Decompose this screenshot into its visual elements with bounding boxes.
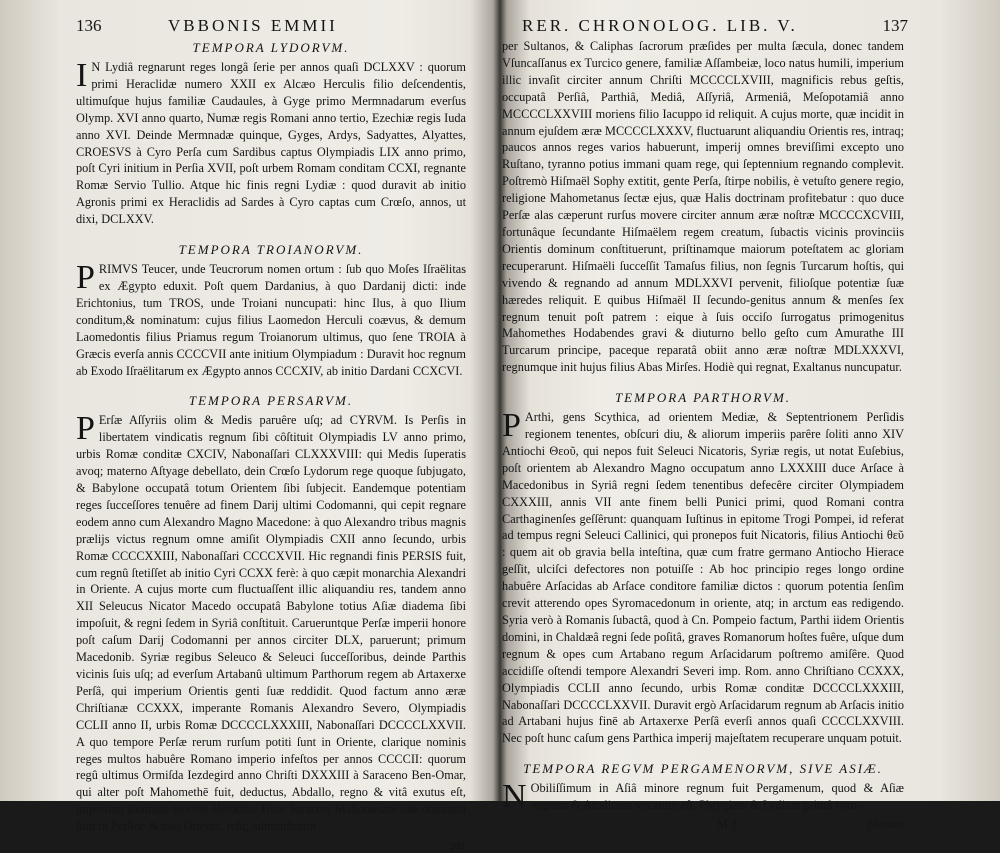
section-title: TEMPORA PERSARVM. <box>188 393 354 409</box>
paragraph-body: Arthi, gens Scythica, ad orientem Mediæ, & Septentrionem Perſidis regionem tenentes, obſcuri diu, & aliorum imperiis parêre ſoliti anno XIV Antiochi Θεοῦ, qui nepos fuit Seleuci Nicatoris, Syriæ regis, ut notat Euſebius, poſt orientem ab Alexandro Magno occupatum anno LXXXIII duce Arſace à Macedonibus in Syriâ regni ſedem tenentibus defecêre circiter Olympiadem CXXXIII, annis VII ante finem belli Punici primi, quod Romani contra Carthaginenſes geſſêrunt: quanquam Iuſtinus in epitome Trogi Pompei, id referat ad tempus regni Seleuci Callinici, qui pronepos fuit Nicatoris, filius Antiochi θεῦ : quem ait ob gravia bella inteſtina, quæ cum fratre germano Antiocho Hierace geſſit, ulciſci defectores non potuiſſe : Ab hoc principio reges longo ordine habuêre Arſacidas ab Arſace conditore familiæ dictos : quorum potentia ſenſim crevit atterendo opes Syromacedonum in oriente, atq; in arctum eas redigendo. Syria verò à Romanis ſubactâ, quod à Cn. Pompeio factum, Parthi iidem Orientis domini, in Chaldæâ regni ſede poſitâ, graves Romanorum hoſtes fuêre, uſque dum regnum & opes cum Artabano regum Arſacidarum poſtremo amiſêre. Quod accidiſſe oſtendi tempore Alexandri Severi imp. Rom. anno Chriſtiano CCXXX, Olympiadis CCLII anno ſecundo, urbis Romæ conditæ DCCCCLXXXIII, Nabonaſſari DCCCCLXXVII. Duravit ergò Arſacidarum regnum ab Arſacis initio ad Artabani hujus finē ab Artaxerxe Perſâ everſi annos quaſi CCCCLXXVIII. Nec poſt hunc caſum gens Parthica imperij majeſtatem recuperare unquam potuit. <box>502 410 904 746</box>
drop-cap: I <box>76 57 88 94</box>
drop-cap: N <box>502 778 527 816</box>
paragraph-body: N Lydiâ regnarunt reges longâ ſerie per annos quaſi DCLXXV : quorum primi Heraclidæ numero XXII ex Alcæo Herculis filio deſcendentis, ultimuſque hujus familiæ Caudaules, à Gyge primo Mermnadarum everſus Olymp. XVI anno quarto, Numæ regis Romani anno tertio, Ezechiæ regis Iuda anno XVI. Deinde Mermnadæ quinque, Gyges, Ardys, Sadyattes, Alyattes, CROESVS à Cyro Perſa cum Sardibus captus Olympiadis LIX anno primo, poſt Cyri initium in Perſia XVII, poſt urbem Romam conditam CCXI, regnante Romæ Servio Tullio. Atque hic finis regni Lydiæ : quod duravit ab initio Agronis primi ex Heraclidis ad Sardes à Cyro captas cum Crœſo, annos, ut dixi, DCLXXV. <box>76 60 466 227</box>
drop-cap: P <box>76 410 95 448</box>
signature-mark: M 3 <box>717 817 738 832</box>
left-header <box>76 12 466 38</box>
right-header <box>502 12 908 38</box>
catchword-line <box>502 816 904 832</box>
right-page <box>502 12 908 832</box>
section-text <box>76 59 466 228</box>
paragraph-body: Obiliſſimum in Aſiâ minore regnum fuit Pergamenum, quod & Aſiæ regnum & Attalicum vocatum eſt, Phrygiam & Lydiam primû com- <box>530 781 904 813</box>
page-number: 137 <box>882 16 908 35</box>
running-head: RER. CHRONOLOG. LIB. V. <box>522 16 798 35</box>
section-text <box>502 409 904 747</box>
drop-cap: P <box>502 407 521 445</box>
continued-text: per Sultanos, & Caliphas ſacrorum præſides per multa ſæcula, donec tandem Vſuncaſſanus ex Turcico genere, familiæ Aſſambeiæ, loco natus humili, imperium illic invaſit circiter annum Chriſti MCCCCLXVIII, magnificis rebus geſtis, occupatâ Perſiâ, Parthiâ, Mediâ, Aſſyriâ, Armeniâ, Meſopotamiâ anno MCCCCLXXVIII moriens filio Iacuppo id reliquit. A cujus morte, quæ incidit in annum ejuſdem æræ MCCCCLXXXV, fluctuarunt aliquandiu Orientis res, intraq; paucos annos reges varios habuerunt, imperij omnes breviſſimi excepto uno Ruſtano, tyranno potius immani quam rege, qui ſeptennium regnando complevit. Poſtremò Hiſmaël Sophy extitit, gente Perſa, ſtirpe nobilis, è vetuſto genere regio, religione Mahometanus ſectæ ejus, quæ Halis doctrinam profitebatur : quo duce Perſæ alas cæperunt rurſus movere circiter annum æræ noſtræ MCCCCXCVIII, fortunâque ſecundante Hiſmaëlem regem creatum, ſubactis vicinis provinciis Orientis dominum conſtituerunt, priſtinamque maiorum poteſtatem ac gloriam recuperarunt. Hiſmaëli ſucceſſit Tamaſus filius, non ſegnis Turcarum hoſtis, qui vivendo & regnando ad annum MDLXXVI pervenit, filioſque potentiæ ſuæ hæredes reliquit. E quibus Hiſmaël II ſecundo-genitus annum & menſes ſex regnum tenuit poſt patrem : eique à ſuis occiſo ſurrogatus primogenitus Mahomethes Hodabendes gravi & diuturno bello geſto cum Amurathe III Turcarum principe, paceque reparatâ obiit anno æræ noſtræ MDLXXXVI, regnumque init hujus filius Abas Mirſes. Hodiè qui regnat, Exaltanus nuncupatur. <box>502 39 904 375</box>
section-text <box>502 780 904 814</box>
running-head: VBBONIS EMMII <box>168 16 338 35</box>
section-title: TEMPORA REGVM PERGAMENORVM, SIVE ASIÆ. <box>523 761 883 777</box>
section-text <box>76 261 466 379</box>
paragraph-body: RIMVS Teucer, unde Teucrorum nomen ortum : ſub quo Moſes Iſraëlitas ex Ægypto eduxit. Poſt quem Dardanius, à quo Dardanij dicti: inde Erichtonius, tum TROS, unde Troiani nuncupati: hinc Ilus, à quo Ilium conditum,& nominatum: cujus filius Laomedon Herculi coævus, & demum Laomedontis filius Priamus regum Troianorum ultimus, quo ſene TROIA à Græcis everſa annis CCCCVII ante initium Olympiadum : Duravit hoc regnum ab Exodo Iſraëlitarum ex Ægypto annos CCCXIV, ab initio Dardani CCXCVI. <box>76 262 466 378</box>
drop-cap: P <box>76 259 95 297</box>
section-title: TEMPORA TROIANORVM. <box>178 242 364 258</box>
section-text <box>76 412 466 835</box>
paragraph-body: Erſæ Aſſyriis olim & Medis paruêre uſq; ad CYRVM. Is Perſis in libertatem vindicatis regnum ſibi côſtituit Olympiadis LV anno primo, urbis Romæ conditæ CXCIV, Nabonaſſari CLXXXVIII: qui Medis ſuperatis avoq; materno Aſtyage debellato, dein Crœſo Lydorum rege quoque ſubjugato, & Babylone occupatâ totum Orientem ſibi ſubjecit. Eandemque potentiam reges ſucceſſores tenuêre ad finem Darij ultimi Codomanni, qui cepit regnare eodem anno cum Alexandro Magno Macedone: à quo Alexandro tribus magnis prælijs victus regnum omne amiſit Olympiadis CXII anno ſecundo, urbis Romæ CCCCXXIII, Nabonaſſari CCCCXVII. Hic regnandi finis PERSIS fuit, cum regnû ſtetiſſet ab initio Cyri CCXX ferè: à quo cæpit monarchia Alexandri in Oriente. A cujus morte cum fluctuaſſent illic aliquandiu res, tandem anno XII Seleucus Nicator Macedo occupatâ Babylone totius Aſiæ diadema ſibi impoſuit, & regni ſedem in Syriâ conſtituit. Carueruntque Perſæ imperii honore poſt caſum Darij Codomanni per annos circiter DLX, paruerunt; primum Macedonib. Syriæ regibus Seleuco & Seleuci ſucceſſoribus, deinde Parthis vicinis ſuis uſq; ad everſum Artabanû ultimum Parthorum regem ab Artaxerxe Perſâ, qui imperium Orientis genti ſuæ reddidit. Quod factum anno æræ Chriſtianæ CCXXX, imperante Romanis Alexandro Severo, Olympiadis CCLII anno II, urbis Romæ DCCCCLXXXIII, Nabonaſſari DCCCCLXXVII. A quo tempore Perſæ rerum rurſum potiti ſunt in Oriente, clarique nominis reges multos habuêre Romano imperio infeſtos per annos CCCCII: quorum regû ultimus Ormiſda Iezdegird anno Chriſti DXXXIII à Saraceno Ben-Omar, qui alter poſt Mahomethē fuit, deductus, Abdallo, regno & vitâ exutus eſt, imperium Romanû tenente Heraclio. Hinc Saraceni Mahometani latè dominati ſunt in Perſide & toto Oriente, reſq; adminiſtrarūt <box>76 413 466 834</box>
catchword: per <box>450 838 466 853</box>
section-title: TEMPORA LYDORVM. <box>192 40 350 55</box>
section-title: TEMPORA PARTHORVM. <box>614 390 792 406</box>
left-page <box>76 12 466 853</box>
catchword: plexum <box>867 817 904 832</box>
page-number: 136 <box>76 16 102 35</box>
